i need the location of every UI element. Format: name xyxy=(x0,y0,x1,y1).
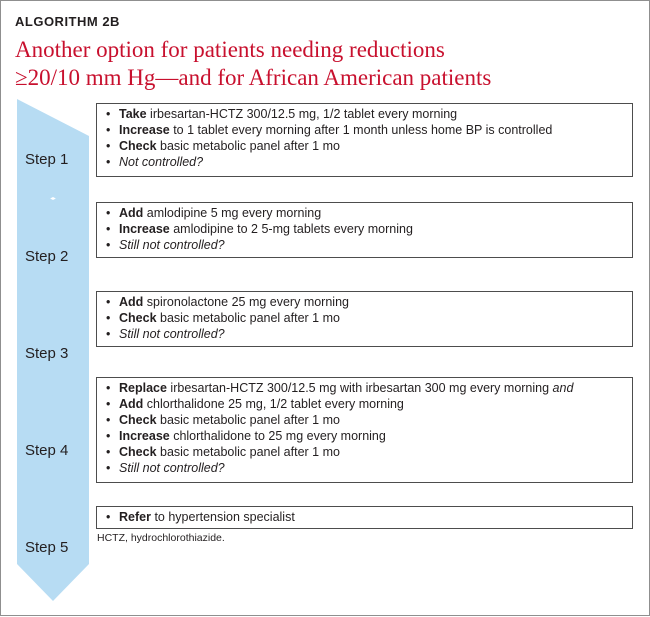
item-action: Increase xyxy=(119,222,170,236)
item-action: Check xyxy=(119,445,157,459)
step-1-label: Step 1 xyxy=(25,151,69,168)
step-4-item xyxy=(105,380,624,396)
step-2-label: Step 2 xyxy=(25,248,69,265)
item-note: Still not controlled? xyxy=(119,327,225,341)
step-4-box xyxy=(96,377,633,483)
step-1-box xyxy=(96,103,633,177)
step-2-item xyxy=(105,221,624,237)
step-1-item xyxy=(105,122,624,138)
item-action: Check xyxy=(119,139,157,153)
item-text: to hypertension specialist xyxy=(150,510,295,524)
item-action: Add xyxy=(119,397,144,411)
item-action: Check xyxy=(119,311,157,325)
item-text: spironolactone 25 mg every morning xyxy=(143,295,349,309)
step-3-item xyxy=(105,310,624,326)
footnote: HCTZ, hydrochlorothiazide. xyxy=(97,532,225,544)
item-action: Add xyxy=(119,206,144,220)
item-action: Increase xyxy=(119,123,170,137)
step-4-item xyxy=(105,460,624,476)
item-text: chlorthalidone to 25 mg every morning xyxy=(169,429,386,443)
item-note: Still not controlled? xyxy=(119,238,225,252)
item-text: basic metabolic panel after 1 mo xyxy=(156,413,340,427)
step-5-label: Step 5 xyxy=(25,539,69,556)
item-text: basic metabolic panel after 1 mo xyxy=(156,139,340,153)
step-1-item xyxy=(105,154,624,170)
step-1-list xyxy=(105,106,624,170)
step-3-box xyxy=(96,291,633,347)
step-3-label: Step 3 xyxy=(25,345,69,362)
step-4-list xyxy=(105,380,624,476)
item-action: Increase xyxy=(119,429,170,443)
item-note: and xyxy=(552,381,574,395)
item-text: basic metabolic panel after 1 mo xyxy=(156,445,340,459)
step-3-list xyxy=(105,294,624,342)
step-4-label: Step 4 xyxy=(25,442,69,459)
title-line-1: Another option for patients needing reductions xyxy=(15,37,445,62)
step-2-list xyxy=(105,205,624,253)
item-text: irbesartan-HCTZ 300/12.5 mg, 1/2 tablet every morning xyxy=(146,107,458,121)
step-3-item xyxy=(105,326,624,342)
item-action: Check xyxy=(119,413,157,427)
algorithm-label: ALGORITHM 2B xyxy=(15,14,120,29)
item-action: Take xyxy=(119,107,147,121)
step-5-list xyxy=(105,509,624,525)
step-4-item xyxy=(105,428,624,444)
item-text: amlodipine 5 mg every morning xyxy=(143,206,322,220)
item-action: Refer xyxy=(119,510,151,524)
item-text: amlodipine to 2 5-mg tablets every morning xyxy=(169,222,413,236)
step-2-item xyxy=(105,237,624,253)
item-text: basic metabolic panel after 1 mo xyxy=(156,311,340,325)
item-action: Replace xyxy=(119,381,167,395)
step-2-box xyxy=(96,202,633,258)
item-text: irbesartan-HCTZ 300/12.5 mg with irbesartan 300 mg every morning xyxy=(166,381,553,395)
item-text: to 1 tablet every morning after 1 month unless home BP is controlled xyxy=(169,123,553,137)
step-4-item xyxy=(105,412,624,428)
title-line-2: ≥20/10 mm Hg—and for African American patients xyxy=(15,65,492,90)
step-3-item xyxy=(105,294,624,310)
step-4-item xyxy=(105,444,624,460)
item-action: Add xyxy=(119,295,144,309)
step-5-item xyxy=(105,509,624,525)
step-1-item xyxy=(105,106,624,122)
step-1-item xyxy=(105,138,624,154)
step-4-item xyxy=(105,396,624,412)
item-note: Not controlled? xyxy=(119,155,204,169)
step-5-box xyxy=(96,506,633,529)
item-note: Still not controlled? xyxy=(119,461,225,475)
step-2-item xyxy=(105,205,624,221)
item-text: chlorthalidone 25 mg, 1/2 tablet every morning xyxy=(143,397,404,411)
